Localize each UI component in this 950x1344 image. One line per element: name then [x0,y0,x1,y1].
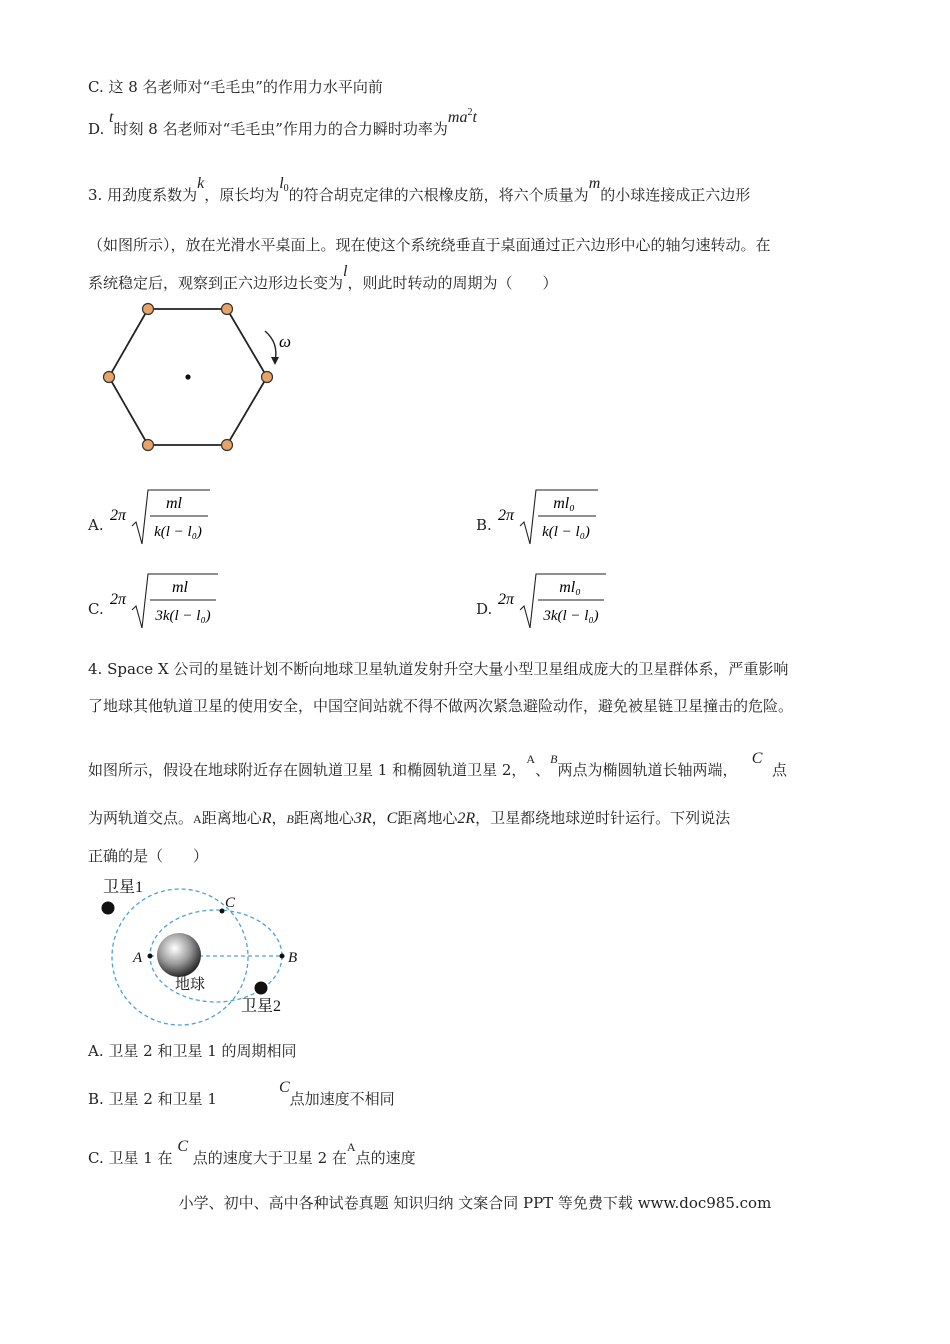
q4-line5 [88,845,208,866]
formula-denominator: k(l − l₀) [154,524,202,540]
option-d-prev-text: 时刻 8 名老师对“毛毛虫”作用力的合力瞬时功率为 [113,120,448,138]
math-l: l [343,263,348,280]
math-power [448,109,477,126]
q4-text: 4. Space X 公司的星链计划不断向地球卫星轨道发射升空大量小型卫星组成庞大的卫星群体系，严重影响 [88,660,789,678]
satellite-1-label: 卫星1 [103,879,144,896]
q4-option-c [88,1138,416,1168]
earth-label: 地球 [175,977,206,993]
q4-text: 距离地心 [293,809,354,827]
math-B: B [286,812,294,826]
q4-line2 [88,695,793,716]
formula-numerator: ml₀ [553,495,575,512]
q3-text: 3. 用劲度系数为 [88,186,198,204]
q3-option-d-formula [498,570,613,630]
page-footer: 小学、初中、高中各种试卷真题 知识归纳 文案合同 PPT 等免费下载 www.doc985.com [178,1194,772,1212]
ball [222,304,233,315]
q4-line3 [88,750,787,780]
math-2R: 2R [457,810,476,827]
ball [143,304,154,315]
option-d-prev [88,107,477,139]
q4-text: 了地球其他轨道卫星的使用安全，中国空间站就不得不做两次紧急避险动作，避免被星链卫星撞击的危险。 [88,697,794,715]
q3-option-d-label: D. [476,600,493,618]
q4-text: ， [371,809,387,827]
formula-denominator: 3k(l − l₀) [543,608,599,624]
hexagon-figure [95,295,315,465]
q3-text: 的小球连接成正六边形 [600,186,751,204]
formula-numerator: ml [166,495,182,512]
q4-text: 为两轨道交点。 [88,809,194,827]
q4-text: ，卫星都绕地球逆时针运行。下列说法 [475,809,731,827]
option-c-prev-text: C. 这 8 名老师对“毛毛虫”的作用力水平向前 [88,78,383,96]
q3-option-a-label: A. [88,516,104,534]
orbit-figure [95,872,315,1032]
math-C: C [751,750,763,767]
q3-option-b-label: B. [476,516,492,534]
math-C: C [386,810,398,827]
math-m: m [588,175,601,192]
q3-line1 [88,175,751,206]
math-C: C [177,1138,189,1155]
q4-text: 两点为椭圆轨道长轴两端， [557,761,738,779]
math-3R: 3R [353,810,372,827]
formula-numerator: ml₀ [559,579,581,596]
rotation-arrow [265,331,276,361]
q3-option-c-formula [110,570,225,630]
point-a-label: A [133,950,143,966]
q3-text: ，则此时转动的周期为（ ） [347,274,558,292]
point-a [148,954,153,959]
math-A: A [526,752,536,766]
satellite-1 [102,902,115,915]
q4-option-b-text: 点加速度不相同 [289,1090,395,1108]
q3-line2 [88,234,771,255]
math-l0 [279,175,288,192]
arrow-head [271,357,279,365]
q3-option-b-formula [498,486,608,546]
math-t: t [109,109,114,126]
q3-text: 系统稳定后，观察到正六边形边长变为 [88,274,344,292]
point-b-label: B [288,950,298,966]
q3-option-c-label: C. [88,600,104,618]
q4-option-b-text: B. 卫星 2 和卫星 1 [88,1090,217,1108]
math-A: A [346,1140,356,1154]
point-b [280,954,285,959]
formula-coef: 2π [110,507,127,524]
q4-text: ， [271,809,287,827]
math-R: R [261,810,272,827]
q4-option-c-text: C. 卫星 1 在 [88,1149,173,1167]
satellite-2 [255,982,268,995]
q4-option-b [88,1079,395,1109]
ball [262,372,273,383]
satellite-2-label: 卫星2 [241,998,282,1015]
q4-text: 距离地心 [397,809,458,827]
q4-text: 如图所示，假设在地球附近存在圆轨道卫星 1 和椭圆轨道卫星 2， [88,761,527,779]
math-subscript: 0 [283,183,289,194]
q4-line4 [88,807,730,828]
option-c-prev [88,76,383,97]
ball [143,440,154,451]
omega-label: ω [279,332,292,351]
q4-option-a [88,1040,297,1061]
formula-coef: 2π [498,591,515,608]
formula-denominator: 3k(l − l₀) [155,608,211,624]
q4-option-c-text: 点的速度大于卫星 2 在 [192,1149,347,1167]
ball [222,440,233,451]
point-c-label: C [225,895,236,911]
q4-text: 正确的是（ ） [88,847,209,865]
math-ma: ma [447,109,468,126]
q3-option-a-formula [110,486,220,546]
formula-denominator: k(l − l₀) [542,524,590,540]
formula-coef: 2π [110,591,127,608]
q4-option-c-text: 点的速度 [355,1149,416,1167]
q4-text: 点 [771,761,787,779]
q3-text: （如图所示），放在光滑水平桌面上。现在使这个系统绕垂直于桌面通过正六边形中心的轴匀速转动。在 [88,236,771,254]
math-B: B [550,752,558,766]
math-A: A [193,812,202,826]
point-c [220,909,225,914]
q4-text: 、 [535,761,551,779]
q4-text: 距离地心 [201,809,262,827]
math-l: l [279,175,284,192]
formula-numerator: ml [172,579,188,596]
math-k: k [197,175,205,192]
q4-option-a-text: A. 卫星 2 和卫星 1 的周期相同 [88,1042,297,1060]
center-dot [185,374,190,379]
math-C: C [278,1079,290,1096]
q3-line3 [88,263,558,293]
option-label: D. [88,120,105,138]
ball [104,372,115,383]
q4-line1 [88,658,788,679]
q3-text: 的符合胡克定律的六根橡皮筋，将六个质量为 [288,186,589,204]
math-t2: t [472,109,477,126]
earth [157,933,201,977]
formula-coef: 2π [498,507,515,524]
math-exponent: 2 [467,107,473,118]
q3-text: ，原长均为 [204,186,280,204]
